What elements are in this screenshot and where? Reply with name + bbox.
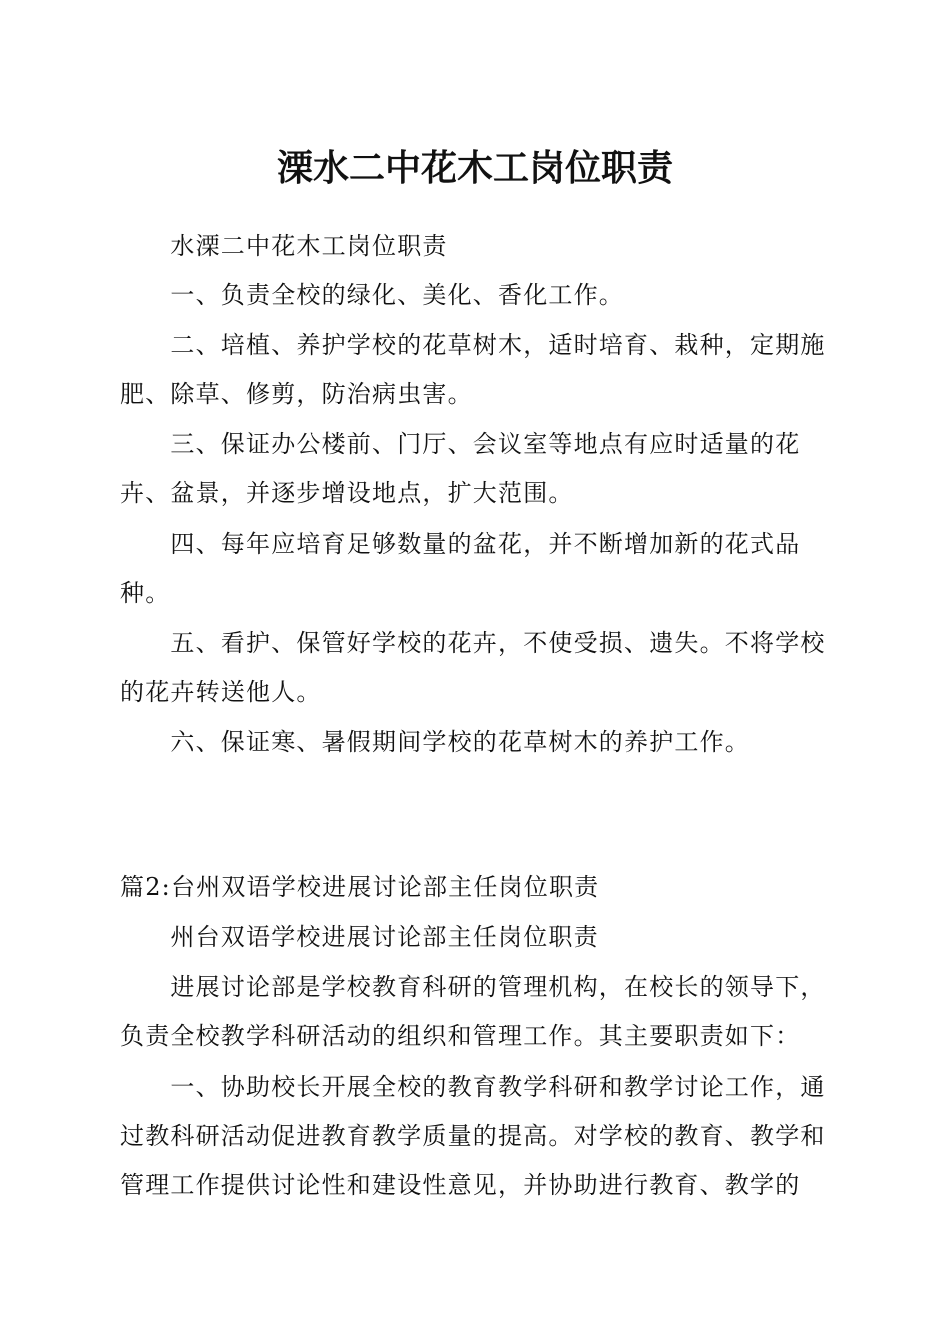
section2-heading: 州台双语学校进展讨论部主任岗位职责 <box>170 923 599 951</box>
section2-item-1: 一、协助校长开展全校的教育教学科研和教学讨论工作，通过教科研活动促进教育教学质量的提高。对学校的教育、教学和管理工作提供讨论性和建设性意见，并协助进行教育、教学的 <box>120 1073 826 1199</box>
section1-item-6: 六、保证寒、暑假期间学校的花草树木的养护工作。 <box>170 728 750 756</box>
section1-item-4: 四、每年应培育足够数量的盆花，并不断增加新的花式品种。 <box>120 530 801 607</box>
section1-item-2: 二、培植、养护学校的花草树木，适时培育、栽种，定期施肥、除草、修剪，防治病虫害。 <box>120 331 826 408</box>
section2-label: 篇2:台州双语学校进展讨论部主任岗位职责 <box>120 873 600 901</box>
section1-item-1: 一、负责全校的绿化、美化、香化工作。 <box>170 281 624 309</box>
section1-heading: 水溧二中花木工岗位职责 <box>170 232 448 260</box>
section1-item-3: 三、保证办公楼前、门厅、会议室等地点有应时适量的花卉、盆景，并逐步增设地点，扩大范围。 <box>120 430 801 507</box>
document-title: 溧水二中花木工岗位职责 <box>276 147 673 189</box>
section2-intro: 进展讨论部是学校教育科研的管理机构，在校长的领导下，负责全校教学科研活动的组织和管理工作。其主要职责如下： <box>120 973 826 1050</box>
section1-item-5: 五、看护、保管好学校的花卉，不使受损、遗失。不将学校的花卉转送他人。 <box>120 629 826 706</box>
